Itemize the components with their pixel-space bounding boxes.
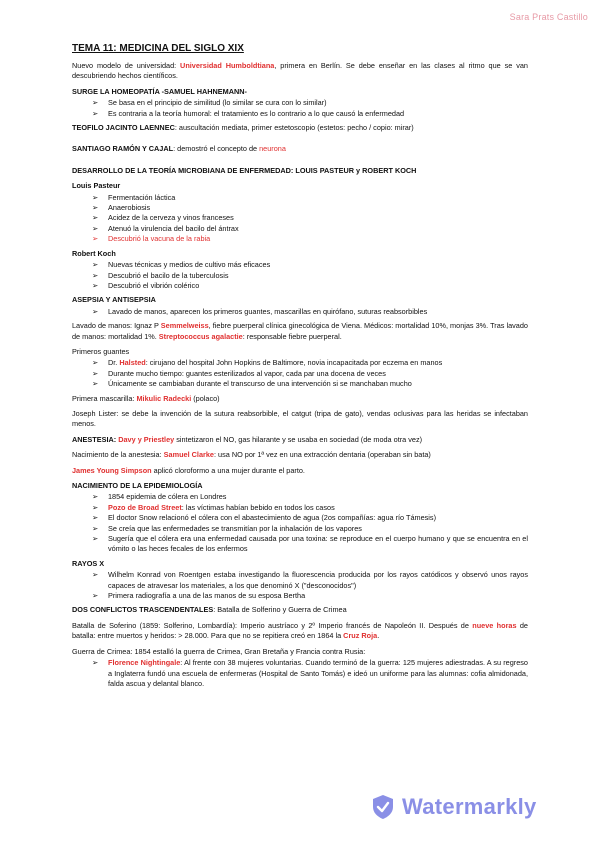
text: DOS CONFLICTOS TRASCENDENTALES [72, 605, 214, 615]
highlight-term: nueve horas [472, 620, 517, 630]
list-item: ➢ Sugería que el cólera era una enfermedad causada por una toxina: se reproduce en el cuerpo humano y que se encuentra en el vómito o las heces fecales de los enfermos [92, 534, 528, 555]
conflictos-heading [72, 605, 528, 615]
epidemiologia-list [72, 492, 528, 554]
lister-paragraph: Joseph Lister: se debe la invención de la sutura reabsorbible, el catgut (tripa de gato), vendas oclusivas para las heridas se infectaban menos. [72, 408, 528, 429]
list-item: ➢ Atenuó la virulencia del bacilo del ántrax [92, 224, 528, 234]
list-item: ➢ Nuevas técnicas y medios de cultivo más eficaces [92, 260, 528, 270]
guantes-list [72, 358, 528, 389]
list-item: ➢ Primera radiografía a una de las manos de su esposa Bertha [92, 591, 528, 601]
highlight-term: Universidad Humboldtiana [180, 61, 275, 70]
asepsia-list [72, 307, 528, 317]
list-item: ➢ Acidez de la cerveza y vinos franceses [92, 213, 528, 223]
text: Batalla de Soferino (1859: Solferino, Lombardía): Imperio austríaco y 2º Imperio francés de Napoleón II. Después de [72, 620, 473, 630]
text: SANTIAGO RAMÓN Y CAJAL [72, 144, 174, 154]
section-heading-microbiana: DESARROLLO DE LA TEORÍA MICROBIANA DE ENFERMEDAD: LOUIS PASTEUR y ROBERT KOCH [72, 165, 417, 175]
section-heading-asepsia: ASEPSIA Y ANTISEPSIA [72, 295, 156, 305]
subheading-pasteur: Louis Pasteur [72, 181, 121, 191]
highlight-term: Pozo de Broad Street [108, 502, 182, 512]
text: Dr. [108, 358, 120, 368]
text: : las víctimas habían bebido en todos los casos [181, 502, 335, 512]
homeopatia-list [72, 98, 528, 119]
lavado-paragraph [72, 321, 528, 342]
text: , fiebre puerperal clínica ginecológica de Viena. Médicos: mortalidad 10%, monjas 3%. Tras lavado de manos: mortalidad 1%. [72, 321, 528, 341]
watermark [372, 790, 568, 824]
section-heading-rayos-x: RAYOS X [72, 558, 105, 568]
solferino-paragraph [72, 621, 528, 642]
list-item: ➢ Anaerobiosis [92, 203, 528, 213]
text: : auscultación mediata, primer estetoscopio (estetos: pecho / copio: mirar) [174, 123, 414, 133]
text: : Batalla de Solferino y Guerra de Crimea [213, 605, 347, 615]
text: Nuevo modelo de universidad: [72, 61, 181, 70]
text: : Al frente con 38 mujeres voluntarias. Cuando terminó de la guerra: 125 mujeres adiestradas. A su regreso a Inglaterra fundó una escuela de enfermeras (Hospital de Santo Tomás) e ideó un uniforme para las alumnas: cofia almidonada, falda ascua y delantal blanco. [108, 658, 528, 688]
text: , primera en Berlín. Se debe enseñar en las clases al ritmo que se van descubriendo hechos científicos. [72, 61, 528, 81]
highlight-term: James Young Simpson [72, 465, 152, 475]
highlight-term: Mikulic Radecki [136, 393, 192, 403]
anestesia-paragraph [72, 435, 528, 445]
highlight-term: Florence Nightingale [108, 658, 181, 668]
text: ANESTESIA: [72, 434, 119, 444]
list-item: ➢ 1854 epidemia de cólera en Londres [92, 492, 528, 502]
text: Nacimiento de la anestesia: [72, 450, 164, 460]
watermark-label: Watermarkly [402, 794, 537, 819]
text: : responsable fiebre puerperal. [242, 331, 342, 341]
rayos-list [72, 570, 528, 601]
text: de batalla: entre muertos y heridos: > 28.000. Para que no se repitiera creó en 1864 la [72, 620, 528, 641]
list-item [92, 658, 528, 689]
list-item: ➢ Es contraria a la teoría humoral: el tratamiento es lo contrario a lo que causó la enfermedad [92, 109, 528, 119]
text: . [377, 631, 380, 641]
list-item: ➢ Únicamente se cambiaban durante el transcurso de una intervención si se manchaban mucho [92, 379, 528, 389]
list-item [92, 358, 528, 368]
list-item: ➢ El doctor Snow relacionó el cólera con el abastecimiento de agua (2os compañías: agua río Támesis) [92, 513, 528, 523]
text: sintetizaron el NO, gas hilarante y se usaba en sociedad (de moda otra vez) [174, 434, 423, 444]
list-item: ➢ Durante mucho tiempo: guantes esterilizados al vapor, cada par una docena de veces [92, 369, 528, 379]
crimea-paragraph: Guerra de Crimea: 1854 estalló la guerra de Crimea, Gran Bretaña y Francia contra Rusia: [72, 646, 366, 656]
page-title: TEMA 11: MEDICINA DEL SIGLO XIX [72, 43, 244, 54]
list-item: ➢ Fermentación láctica [92, 193, 528, 203]
list-item: ➢ Descubrió la vacuna de la rabia [92, 234, 528, 244]
highlight-term: Cruz Roja [343, 631, 378, 641]
koch-list [72, 260, 528, 291]
nacimiento-anestesia-paragraph [72, 450, 528, 460]
highlight-term: Halsted [119, 358, 146, 368]
subheading-guantes: Primeros guantes [72, 346, 130, 356]
section-heading-homeopatia: SURGE LA HOMEOPATÍA -SAMUEL HAHNEMANN- [72, 86, 247, 96]
author-name: Sara Prats Castillo [509, 12, 588, 22]
highlight-term: Davy y Priestley [118, 434, 175, 444]
laennec-paragraph [72, 123, 528, 133]
pasteur-list [72, 193, 528, 245]
cajal-paragraph [72, 144, 528, 154]
list-item: ➢ Se basa en el principio de similitud (lo similar se cura con lo similar) [92, 98, 528, 108]
shield-icon [372, 794, 394, 820]
list-item: ➢ Descubrió el vibrión colérico [92, 281, 528, 291]
list-item: ➢ Wilhelm Konrad von Roentgen estaba investigando la fluorescencia producida por los rayos catódicos y observó unos rayos capaces de atravesar los materiales, a los que denominó X ("desconocidos") [92, 570, 528, 591]
text: : demostró el concepto de [173, 144, 260, 154]
text: aplicó cloroformo a una mujer durante el parto. [151, 465, 305, 475]
text: : cirujano del hospital John Hopkins de Baltimore, novia incapacitada por eczema en manos [145, 358, 443, 368]
highlight-term: Samuel Clarke [163, 450, 214, 460]
mascarilla-paragraph [72, 394, 528, 404]
list-item: ➢ Descubrió el bacilo de la tuberculosis [92, 271, 528, 281]
list-item: ➢ Lavado de manos, aparecen los primeros guantes, mascarillas en quirófano, suturas reabsorbibles [92, 307, 528, 317]
crimea-list [72, 658, 528, 689]
text: Lavado de manos: Ignaz P [72, 321, 161, 331]
highlight-term: neurona [259, 144, 286, 154]
subheading-koch: Robert Koch [72, 248, 116, 258]
simpson-paragraph [72, 466, 528, 476]
section-heading-epidemiologia: NACIMIENTO DE LA EPIDEMIOLOGÍA [72, 481, 203, 490]
highlight-term: Semmelweiss [160, 321, 209, 331]
list-item: ➢ Se creía que las enfermedades se transmitían por la inhalación de los vapores [92, 524, 528, 534]
document-body [72, 42, 528, 693]
highlight-term: Streptococcus agalactie [158, 331, 243, 341]
text: (polaco) [191, 393, 220, 403]
text: : usa NO por 1ª vez en una extracción dentaria (operaban sin bata) [213, 450, 431, 460]
text: Primera mascarilla: [72, 393, 137, 403]
university-paragraph [72, 61, 528, 82]
text: TEOFILO JACINTO LAENNEC [72, 123, 175, 133]
list-item [92, 503, 528, 513]
